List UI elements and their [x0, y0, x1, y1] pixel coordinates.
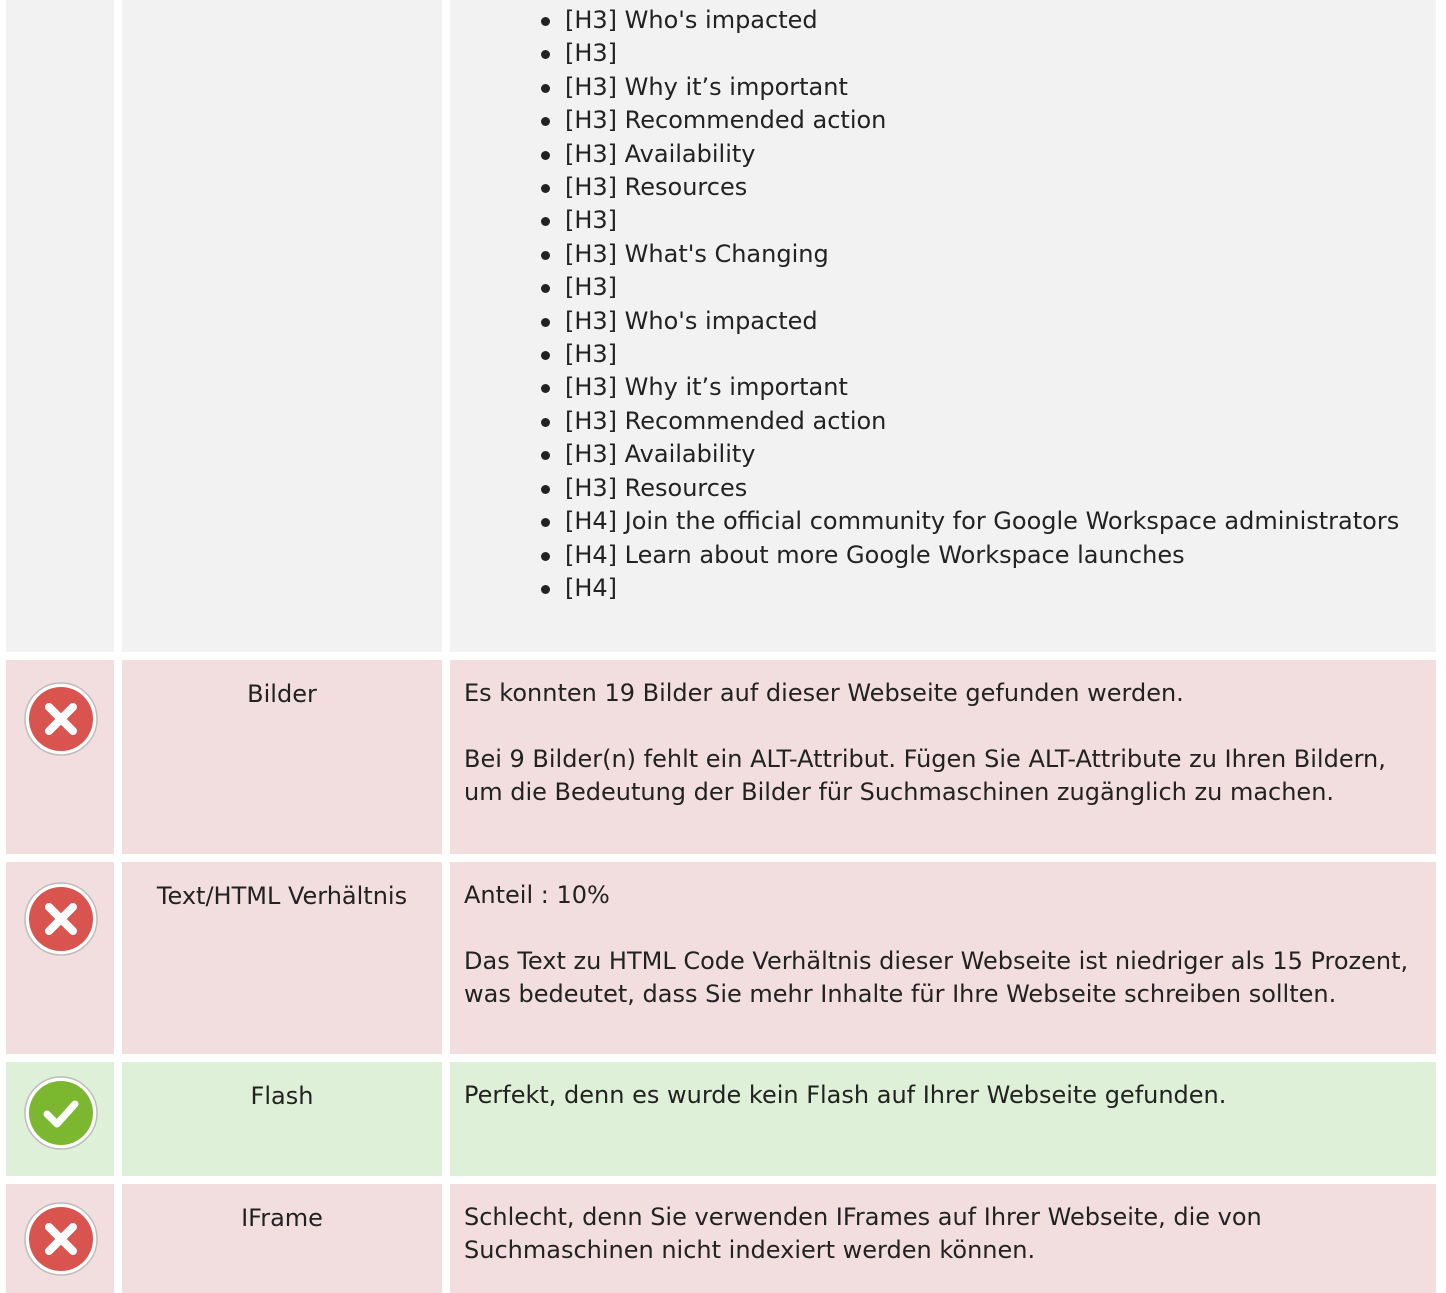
heading-list-item: [H4] — [565, 572, 1436, 605]
bilder-content — [450, 660, 1436, 854]
heading-list-item: [H3] — [565, 271, 1436, 304]
heading-list-item: [H3] Availability — [565, 438, 1436, 471]
ratio-text-2: Das Text zu HTML Code Verhältnis dieser Webseite ist niedriger als 15 Prozent, was bedeutet, dass Sie mehr Inhalte für Ihre Webseite schreiben sollten. — [464, 947, 1409, 1008]
bilder-text-1: Es konnten 19 Bilder auf dieser Webseite gefunden werden. — [464, 679, 1184, 707]
heading-list-item: [H3] Why it’s important — [565, 71, 1436, 104]
heading-list-item: [H3] Resources — [565, 171, 1436, 204]
iframe-content — [450, 1184, 1436, 1293]
heading-list-item: [H3] Availability — [565, 138, 1436, 171]
heading-list-item: [H3] Who's impacted — [565, 305, 1436, 338]
ratio-text-1: Anteil : 10% — [464, 881, 610, 909]
success-check-icon — [22, 1074, 100, 1152]
iframe-label: IFrame — [122, 1184, 442, 1293]
heading-row-content-cell — [450, 0, 1436, 652]
heading-list-item: [H4] Join the official community for Google Workspace administrators — [565, 505, 1436, 538]
heading-list-item: [H3] What's Changing — [565, 238, 1436, 271]
flash-status-cell — [6, 1062, 114, 1176]
heading-list-item: [H3] — [565, 338, 1436, 371]
iframe-text-1: Schlecht, denn Sie verwenden IFrames auf Ihrer Webseite, die von Suchmaschinen nicht indexiert werden können. — [464, 1203, 1262, 1264]
error-x-icon — [22, 880, 100, 958]
ratio-label: Text/HTML Verhältnis — [122, 862, 442, 1054]
heading-list — [450, 4, 1436, 605]
heading-row-status-cell — [6, 0, 114, 652]
heading-list-item: [H3] Recommended action — [565, 405, 1436, 438]
heading-row-label-cell — [122, 0, 442, 652]
ratio-content — [450, 862, 1436, 1054]
heading-list-item: [H3] Why it’s important — [565, 371, 1436, 404]
bilder-label: Bilder — [122, 660, 442, 854]
bilder-text-2: Bei 9 Bilder(n) fehlt ein ALT-Attribut. Fügen Sie ALT-Attribute zu Ihren Bildern, um die Bedeutung der Bilder für Suchmaschinen zugänglich zu machen. — [464, 745, 1386, 806]
heading-list-item: [H3] Who's impacted — [565, 4, 1436, 37]
error-x-icon — [22, 680, 100, 758]
heading-list-item: [H3] — [565, 37, 1436, 70]
flash-content — [450, 1062, 1436, 1176]
bilder-status-cell — [6, 660, 114, 854]
heading-list-item: [H3] Recommended action — [565, 104, 1436, 137]
iframe-status-cell — [6, 1184, 114, 1293]
heading-list-item: [H3] — [565, 204, 1436, 237]
ratio-status-cell — [6, 862, 114, 1054]
heading-list-item: [H3] Resources — [565, 472, 1436, 505]
heading-list-item: [H4] Learn about more Google Workspace launches — [565, 539, 1436, 572]
flash-label: Flash — [122, 1062, 442, 1176]
error-x-icon — [22, 1200, 100, 1278]
flash-text-1: Perfekt, denn es wurde kein Flash auf Ihrer Webseite gefunden. — [464, 1081, 1227, 1109]
